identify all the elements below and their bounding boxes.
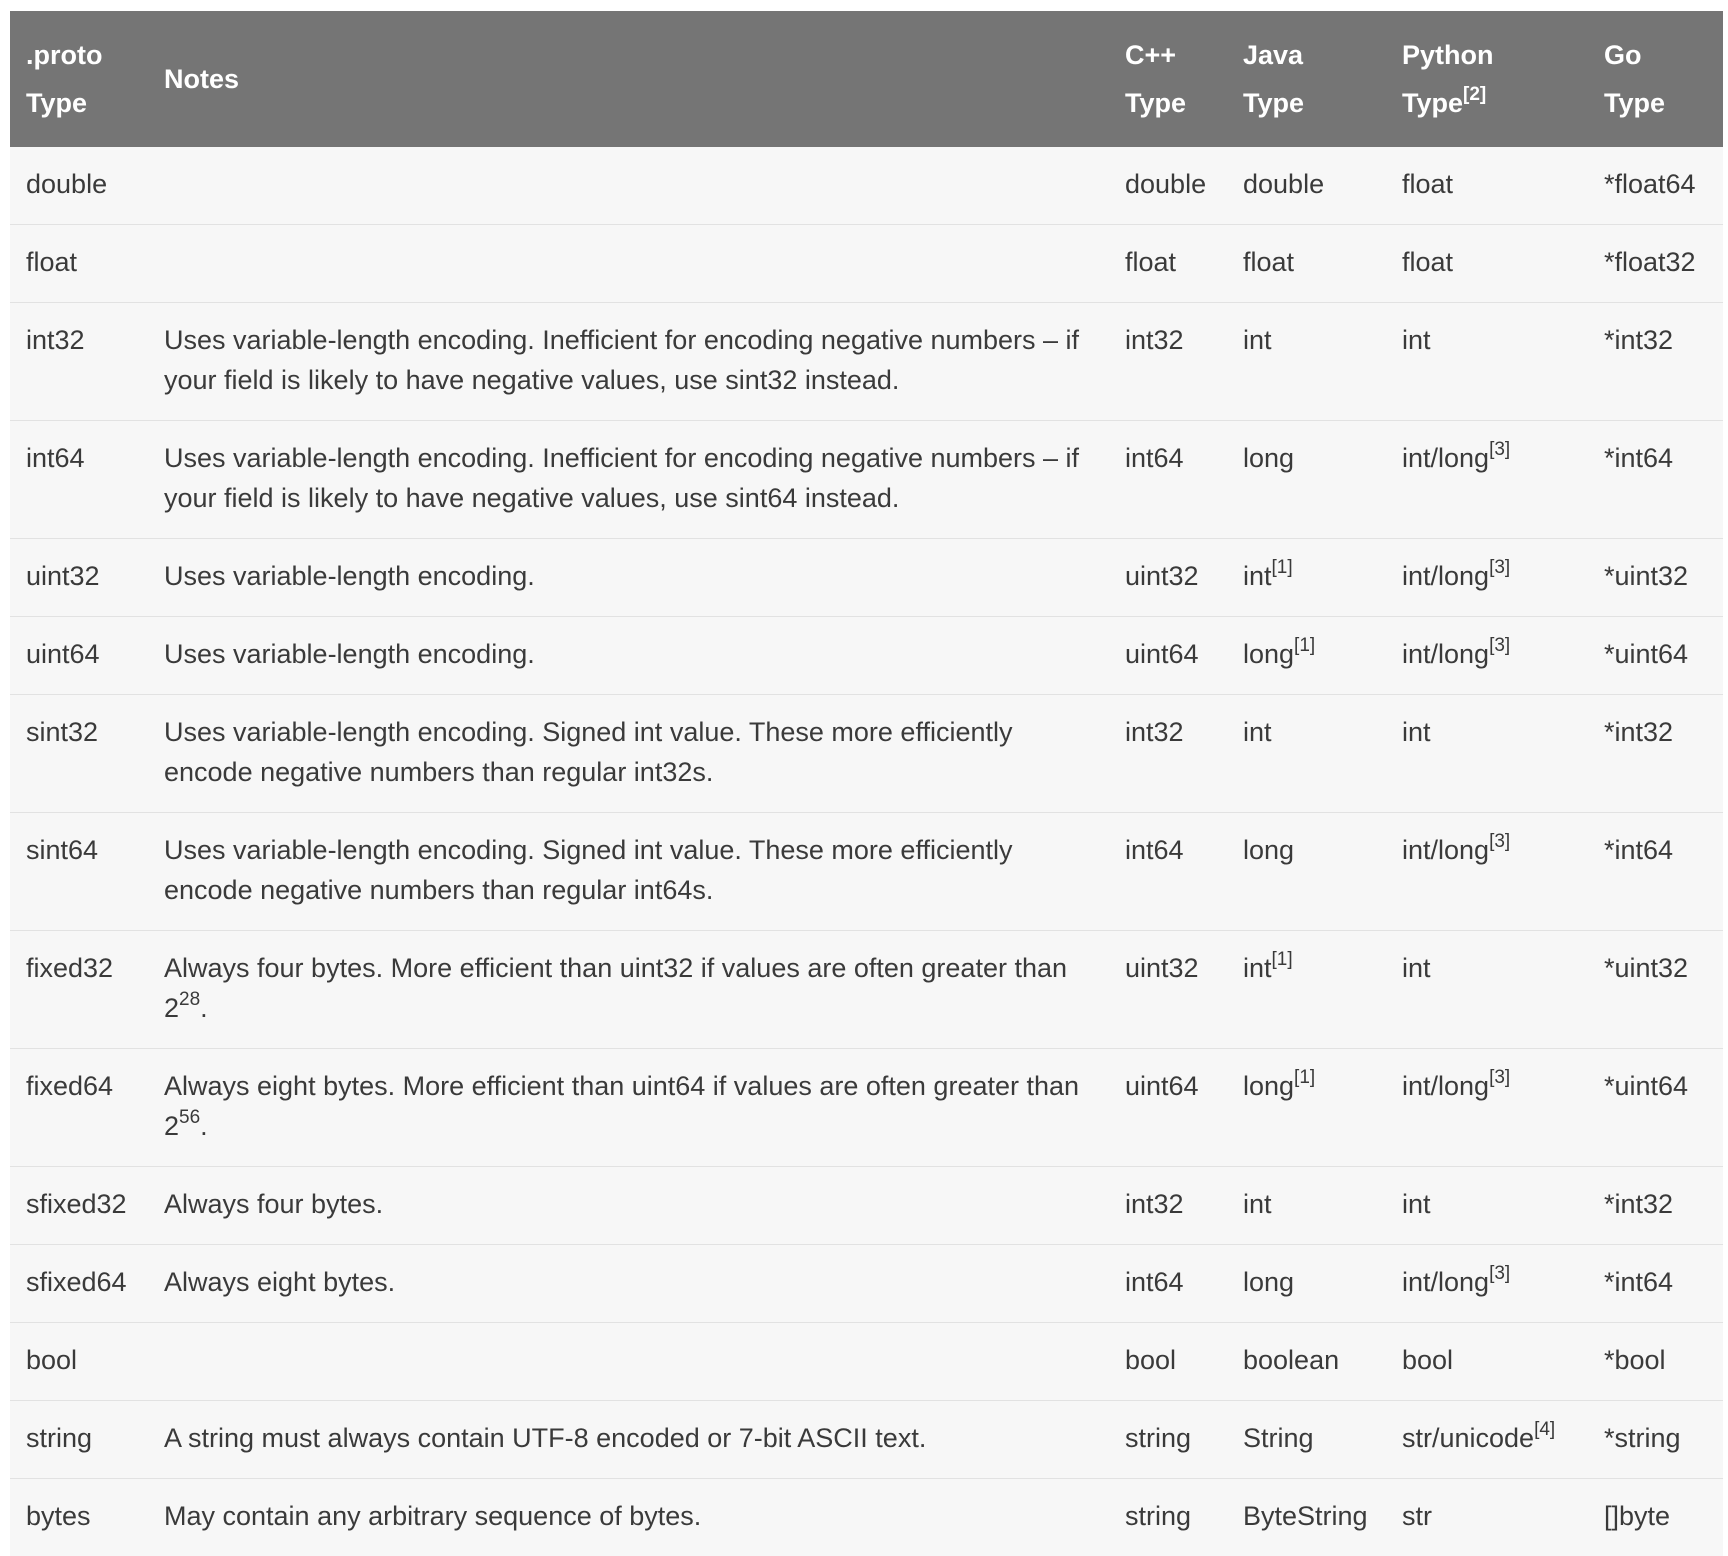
cpp-type-text: float [1125,247,1176,277]
cpp-type-text: string [1125,1501,1191,1531]
cell-proto-type [10,421,148,539]
cpp-type-text: string [1125,1423,1191,1453]
java-type-text: int [1243,561,1272,591]
proto-type-text: sint32 [26,717,98,747]
python-type-text: int [1402,1189,1431,1219]
cell-python-type [1386,421,1588,539]
java-type-text: double [1243,169,1324,199]
cell-go-type [1588,225,1723,303]
cell-proto-type [10,539,148,617]
java-type-text: int [1243,325,1272,355]
cell-go-type [1588,617,1723,695]
cpp-type-text: uint32 [1125,953,1199,983]
cell-cpp-type [1109,1401,1227,1479]
cpp-type-text: uint32 [1125,561,1199,591]
notes-tail: . [200,1111,208,1141]
proto-type-text: sint64 [26,835,98,865]
go-type-text: *bool [1604,1345,1666,1375]
cell-java-type [1227,813,1386,931]
table-row [10,539,1723,617]
cell-java-type [1227,1167,1386,1245]
table-row [10,421,1723,539]
cell-java-type [1227,695,1386,813]
header-go-line2: Type [1604,79,1707,127]
cpp-type-text: double [1125,169,1206,199]
proto-type-text: bytes [26,1501,91,1531]
header-row [10,11,1723,147]
header-go-type [1588,11,1723,147]
go-type-text: *int32 [1604,325,1673,355]
go-type-text: *int32 [1604,1189,1673,1219]
cpp-type-text: int32 [1125,717,1184,747]
python-footnote-link[interactable]: [3] [1489,831,1510,852]
cell-go-type [1588,695,1723,813]
java-type-text: long [1243,1267,1294,1297]
cell-java-type [1227,931,1386,1049]
cell-java-type [1227,1049,1386,1167]
go-type-text: *string [1604,1423,1681,1453]
java-type-text: String [1243,1423,1314,1453]
header-python-footnote[interactable]: [2] [1463,84,1486,105]
cell-proto-type [10,303,148,421]
python-type-text: int/long [1402,1071,1489,1101]
header-proto-line2: Type [26,79,132,127]
cell-notes [148,421,1109,539]
header-python-line1: Python [1402,31,1572,79]
cell-proto-type [10,1167,148,1245]
notes-text: Always eight bytes. More efficient than uint64 if values are often greater than 2 [164,1071,1079,1141]
cell-python-type [1386,303,1588,421]
cell-go-type [1588,1049,1723,1167]
java-type-text: boolean [1243,1345,1339,1375]
cell-notes [148,147,1109,225]
cell-go-type [1588,813,1723,931]
cell-proto-type [10,617,148,695]
notes-exponent: 56 [179,1107,200,1128]
cell-go-type [1588,303,1723,421]
proto-type-text: fixed32 [26,953,113,983]
cpp-type-text: uint64 [1125,639,1199,669]
notes-text: Uses variable-length encoding. Signed int value. These more efficiently encode negative numbers than regular int32s. [164,717,1013,787]
cpp-type-text: int32 [1125,1189,1184,1219]
header-proto-type [10,11,148,147]
proto-type-text: bool [26,1345,77,1375]
cell-python-type [1386,1323,1588,1401]
cell-notes [148,1049,1109,1167]
proto-type-text: float [26,247,77,277]
cell-cpp-type [1109,1323,1227,1401]
python-type-text: int/long [1402,835,1489,865]
notes-text: Uses variable-length encoding. Signed int value. These more efficiently encode negative numbers than regular int64s. [164,835,1013,905]
cell-cpp-type [1109,617,1227,695]
cell-python-type [1386,813,1588,931]
cell-notes [148,1323,1109,1401]
java-type-text: long [1243,639,1294,669]
cell-cpp-type [1109,1245,1227,1323]
proto-type-text: uint32 [26,561,100,591]
java-type-text: long [1243,443,1294,473]
java-type-text: long [1243,835,1294,865]
notes-text: Uses variable-length encoding. [164,639,535,669]
java-type-text: long [1243,1071,1294,1101]
proto-type-text: fixed64 [26,1071,113,1101]
cell-proto-type [10,813,148,931]
cell-java-type [1227,617,1386,695]
cell-python-type [1386,147,1588,225]
cell-go-type [1588,147,1723,225]
cell-proto-type [10,225,148,303]
header-notes-label: Notes [164,64,239,94]
python-footnote-link[interactable]: [3] [1489,439,1510,460]
proto-type-text: uint64 [26,639,100,669]
python-type-text: int/long [1402,443,1489,473]
cpp-type-text: int64 [1125,1267,1184,1297]
notes-text: Uses variable-length encoding. [164,561,535,591]
cell-java-type [1227,1245,1386,1323]
cell-python-type [1386,1167,1588,1245]
cell-java-type [1227,303,1386,421]
cell-python-type [1386,1479,1588,1556]
cell-cpp-type [1109,695,1227,813]
header-go-line1: Go [1604,31,1707,79]
java-type-text: int [1243,1189,1272,1219]
java-type-text: ByteString [1243,1501,1368,1531]
table-row [10,813,1723,931]
proto-type-text: sfixed64 [26,1267,127,1297]
table-row [10,147,1723,225]
cell-java-type [1227,1479,1386,1556]
go-type-text: *int64 [1604,835,1673,865]
java-type-text: float [1243,247,1294,277]
notes-text: May contain any arbitrary sequence of bytes. [164,1501,701,1531]
python-footnote-link[interactable]: [3] [1489,1263,1510,1284]
cell-cpp-type [1109,1049,1227,1167]
go-type-text: *int64 [1604,443,1673,473]
cell-cpp-type [1109,931,1227,1049]
go-type-text: *uint32 [1604,953,1688,983]
go-type-text: *float64 [1604,169,1696,199]
table-row [10,303,1723,421]
cell-java-type [1227,539,1386,617]
header-python-line2: Type [1402,88,1463,118]
cell-cpp-type [1109,813,1227,931]
cell-proto-type [10,1049,148,1167]
notes-text: Always four bytes. More efficient than uint32 if values are often greater than 2 [164,953,1067,1023]
proto-type-text: sfixed32 [26,1189,127,1219]
cell-python-type [1386,225,1588,303]
cpp-type-text: uint64 [1125,1071,1199,1101]
python-type-text: str [1402,1501,1432,1531]
cell-go-type [1588,1167,1723,1245]
cell-go-type [1588,539,1723,617]
cpp-type-text: int64 [1125,443,1184,473]
cell-proto-type [10,147,148,225]
cell-python-type [1386,1401,1588,1479]
notes-exponent: 28 [179,989,200,1010]
cell-go-type [1588,1323,1723,1401]
java-footnote-link[interactable]: [1] [1272,949,1293,970]
proto-type-text: string [26,1423,92,1453]
cell-java-type [1227,1401,1386,1479]
cell-java-type [1227,421,1386,539]
go-type-text: *int64 [1604,1267,1673,1297]
python-footnote-link[interactable]: [3] [1489,557,1510,578]
python-footnote-link[interactable]: [3] [1489,635,1510,656]
python-type-text: int/long [1402,639,1489,669]
notes-tail: . [200,993,208,1023]
header-notes [148,11,1109,147]
java-type-text: int [1243,717,1272,747]
cell-proto-type [10,695,148,813]
table-row [10,1245,1723,1323]
java-footnote-link[interactable]: [1] [1294,635,1315,656]
java-footnote-link[interactable]: [1] [1294,1067,1315,1088]
cpp-type-text: bool [1125,1345,1176,1375]
header-proto-line1: .proto [26,31,132,79]
scalar-types-table-container [10,11,1723,1556]
cell-notes [148,813,1109,931]
notes-text: Always eight bytes. [164,1267,395,1297]
java-footnote-link[interactable]: [1] [1272,557,1293,578]
table-row [10,617,1723,695]
go-type-text: []byte [1604,1501,1670,1531]
cell-notes [148,695,1109,813]
table-row [10,931,1723,1049]
cell-proto-type [10,1323,148,1401]
cpp-type-text: int64 [1125,835,1184,865]
python-footnote-link[interactable]: [3] [1489,1067,1510,1088]
cell-go-type [1588,1401,1723,1479]
scalar-types-table [10,11,1723,1556]
cell-cpp-type [1109,1479,1227,1556]
cell-notes [148,1167,1109,1245]
header-java-type [1227,11,1386,147]
cell-cpp-type [1109,147,1227,225]
go-type-text: *float32 [1604,247,1696,277]
cell-cpp-type [1109,1167,1227,1245]
notes-text: A string must always contain UTF-8 encoded or 7-bit ASCII text. [164,1423,926,1453]
table-row [10,695,1723,813]
cell-proto-type [10,1401,148,1479]
proto-type-text: double [26,169,107,199]
python-type-text: bool [1402,1345,1453,1375]
cpp-type-text: int32 [1125,325,1184,355]
cell-notes [148,303,1109,421]
python-type-text: int [1402,717,1431,747]
cell-java-type [1227,147,1386,225]
cell-python-type [1386,539,1588,617]
cell-cpp-type [1109,303,1227,421]
table-header [10,11,1723,147]
notes-text: Always four bytes. [164,1189,383,1219]
header-java-line1: Java [1243,31,1370,79]
cell-notes [148,617,1109,695]
go-type-text: *uint64 [1604,1071,1688,1101]
header-cpp-line1: C++ [1125,31,1211,79]
notes-text: Uses variable-length encoding. Inefficient for encoding negative numbers – if your field is likely to have negative values, use sint64 instead. [164,443,1079,513]
cell-python-type [1386,1245,1588,1323]
cell-python-type [1386,617,1588,695]
proto-type-text: int32 [26,325,85,355]
header-cpp-line2: Type [1125,79,1211,127]
cell-proto-type [10,1479,148,1556]
cell-cpp-type [1109,421,1227,539]
cell-notes [148,1245,1109,1323]
table-body [10,147,1723,1556]
cell-go-type [1588,1479,1723,1556]
cell-cpp-type [1109,225,1227,303]
go-type-text: *uint32 [1604,561,1688,591]
proto-type-text: int64 [26,443,85,473]
python-footnote-link[interactable]: [4] [1534,1419,1555,1440]
go-type-text: *uint64 [1604,639,1688,669]
header-cpp-type [1109,11,1227,147]
python-type-text: float [1402,169,1453,199]
cell-cpp-type [1109,539,1227,617]
table-row [10,225,1723,303]
cell-go-type [1588,931,1723,1049]
python-type-text: int [1402,953,1431,983]
cell-proto-type [10,931,148,1049]
cell-python-type [1386,695,1588,813]
cell-proto-type [10,1245,148,1323]
table-row [10,1479,1723,1556]
python-type-text: int/long [1402,561,1489,591]
header-python-line2-wrap [1402,79,1572,127]
notes-text: Uses variable-length encoding. Inefficient for encoding negative numbers – if your field is likely to have negative values, use sint32 instead. [164,325,1079,395]
java-type-text: int [1243,953,1272,983]
python-type-text: str/unicode [1402,1423,1534,1453]
cell-notes [148,931,1109,1049]
cell-go-type [1588,421,1723,539]
cell-java-type [1227,1323,1386,1401]
python-type-text: int/long [1402,1267,1489,1297]
cell-java-type [1227,225,1386,303]
table-row [10,1323,1723,1401]
cell-python-type [1386,1049,1588,1167]
cell-notes [148,1401,1109,1479]
cell-notes [148,225,1109,303]
python-type-text: float [1402,247,1453,277]
cell-notes [148,539,1109,617]
cell-python-type [1386,931,1588,1049]
header-java-line2: Type [1243,79,1370,127]
cell-go-type [1588,1245,1723,1323]
table-row [10,1167,1723,1245]
table-row [10,1049,1723,1167]
cell-notes [148,1479,1109,1556]
go-type-text: *int32 [1604,717,1673,747]
python-type-text: int [1402,325,1431,355]
table-row [10,1401,1723,1479]
header-python-type [1386,11,1588,147]
